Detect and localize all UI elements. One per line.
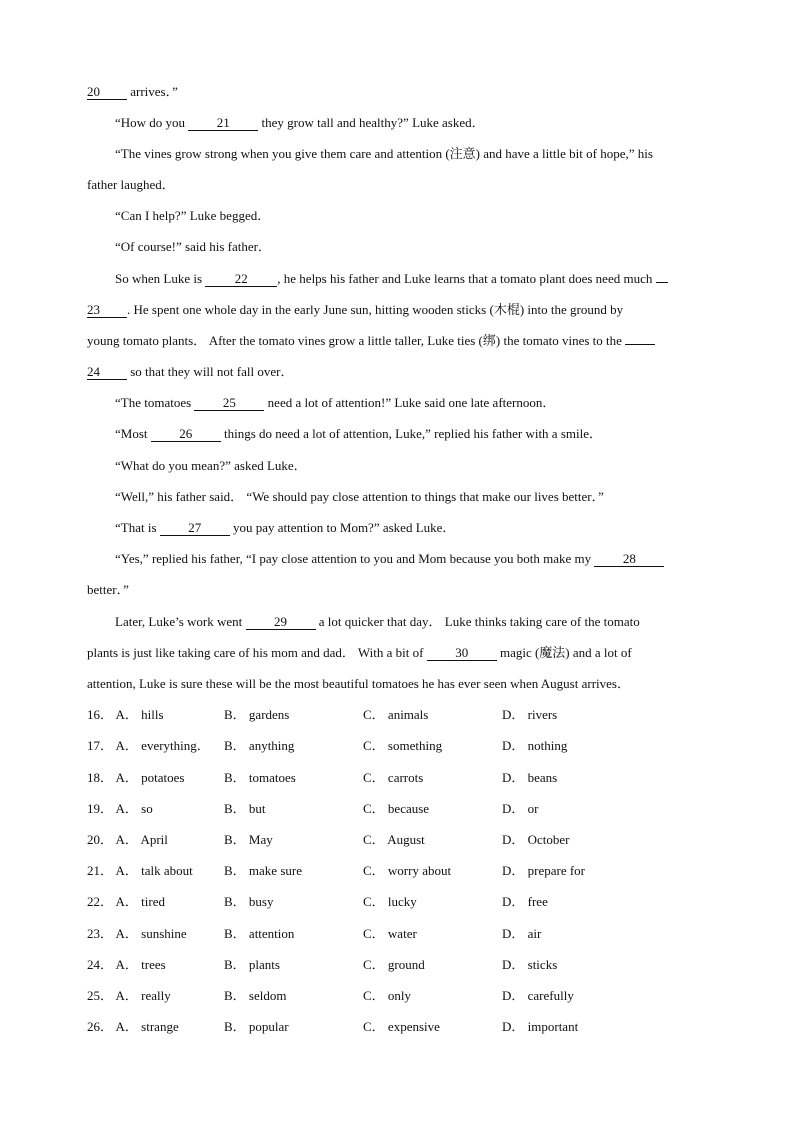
passage-text: . He spent one whole day in the early June sun, hitting wooden sticks (木棍) into the ground by <box>127 302 624 317</box>
option-d: D． important <box>502 1019 579 1034</box>
option-d: D． sticks <box>502 957 558 972</box>
passage-line <box>115 145 707 163</box>
option-a: 17． A． everything． <box>87 738 210 753</box>
passage-text: a lot quicker that day． Luke thinks taking care of the tomato <box>318 614 640 629</box>
passage-line <box>87 176 707 194</box>
passage-text: you pay attention to Mom?” asked Luke． <box>233 520 456 535</box>
passage-text: “The vines grow strong when you give them care and attention (注意) and have a little bit of hope,” his <box>115 146 653 161</box>
question-row-26 <box>87 1018 707 1036</box>
option-c: C． lucky <box>363 894 417 909</box>
option-d: D． rivers <box>502 707 558 722</box>
blank-26: 26 <box>151 427 221 442</box>
passage-line <box>115 613 707 631</box>
question-row-20 <box>87 831 707 849</box>
passage-text: “The tomatoes <box>115 395 192 410</box>
blank-21: 21 <box>188 116 258 131</box>
option-a: 24． A． trees <box>87 957 166 972</box>
option-d: D． beans <box>502 770 558 785</box>
passage-text: “Yes,” replied his father, “I pay close attention to you and Mom because you both make my <box>115 551 592 566</box>
option-a: 25． A． really <box>87 988 171 1003</box>
option-b: B． seldom <box>224 988 287 1003</box>
passage-text: , he helps his father and Luke learns that a tomato plant does need much <box>277 271 653 286</box>
option-b: B． May <box>224 832 273 847</box>
passage-text: attention, Luke is sure these will be the most beautiful tomatoes he has ever seen when August arrives． <box>87 676 630 691</box>
option-a: 21． A． talk about <box>87 863 193 878</box>
passage-line <box>87 675 707 693</box>
option-b: B． make sure <box>224 863 302 878</box>
passage-text: “That is <box>115 520 157 535</box>
passage-text: so that they will not fall over． <box>130 364 294 379</box>
option-a: 22． A． tired <box>87 894 165 909</box>
passage-text: “Of course!” said his father． <box>115 239 271 254</box>
passage-line <box>87 83 707 101</box>
option-d: D． October <box>502 832 570 847</box>
option-c: C． August <box>363 832 425 847</box>
passage-line <box>87 301 707 319</box>
question-row-16 <box>87 706 707 724</box>
blank-24-start <box>625 344 655 345</box>
passage-text: things do need a lot of attention, Luke,” replied his father with a smile． <box>224 426 602 441</box>
option-b: B． attention <box>224 926 295 941</box>
option-a: 23． A． sunshine <box>87 926 187 941</box>
question-row-19 <box>87 800 707 818</box>
passage-line <box>87 363 707 381</box>
passage-text: father laughed． <box>87 177 175 192</box>
passage-text: “How do you <box>115 115 186 130</box>
option-d: D． or <box>502 801 539 816</box>
passage-text: arrives．” <box>130 84 178 99</box>
passage-line <box>115 394 707 412</box>
passage-text: better．” <box>87 582 129 597</box>
passage-text: Later, Luke’s work went <box>115 614 243 629</box>
option-d: D． free <box>502 894 548 909</box>
passage-line <box>115 207 707 225</box>
question-row-18 <box>87 769 707 787</box>
blank-28: 28 <box>594 552 664 567</box>
option-d: D． carefully <box>502 988 574 1003</box>
blank-24: 24 <box>87 365 127 380</box>
blank-29: 29 <box>246 615 316 630</box>
option-d: D． air <box>502 926 542 941</box>
option-c: C． animals <box>363 707 429 722</box>
question-row-25 <box>87 987 707 1005</box>
option-b: B． but <box>224 801 266 816</box>
blank-20: 20 <box>87 85 127 100</box>
option-d: D． prepare for <box>502 863 586 878</box>
option-c: C． carrots <box>363 770 424 785</box>
option-c: C． worry about <box>363 863 452 878</box>
question-row-17 <box>87 737 707 755</box>
passage-line <box>115 488 707 506</box>
passage-line <box>87 332 707 350</box>
passage-text: plants is just like taking care of his mom and dad． With a bit of <box>87 645 424 660</box>
passage-text: need a lot of attention!” Luke said one late afternoon． <box>267 395 556 410</box>
passage-line <box>115 270 707 288</box>
passage-line <box>87 581 707 599</box>
passage-text: they grow tall and healthy?” Luke asked． <box>261 115 485 130</box>
option-c: C． only <box>363 988 412 1003</box>
option-a: 18． A． potatoes <box>87 770 185 785</box>
option-b: B． plants <box>224 957 280 972</box>
question-row-21 <box>87 862 707 880</box>
passage-text: So when Luke is <box>115 271 203 286</box>
option-c: C． something <box>363 738 443 753</box>
option-a: 20． A． April <box>87 832 168 847</box>
question-row-24 <box>87 956 707 974</box>
passage-line <box>87 644 707 662</box>
blank-23-start <box>656 282 668 283</box>
blank-22: 22 <box>205 272 277 287</box>
option-c: C． expensive <box>363 1019 440 1034</box>
option-d: D． nothing <box>502 738 568 753</box>
question-row-22 <box>87 893 707 911</box>
option-c: C． water <box>363 926 417 941</box>
passage-line <box>115 550 707 568</box>
passage-line <box>115 457 707 475</box>
option-c: C． because <box>363 801 430 816</box>
option-a: 26． A． strange <box>87 1019 179 1034</box>
passage-text: “What do you mean?” asked Luke． <box>115 458 307 473</box>
option-a: 16． A． hills <box>87 707 164 722</box>
blank-25: 25 <box>194 396 264 411</box>
passage-line <box>115 519 707 537</box>
passage-text: magic (魔法) and a lot of <box>499 645 632 660</box>
option-a: 19． A． so <box>87 801 153 816</box>
option-b: B． busy <box>224 894 274 909</box>
passage-line <box>115 238 707 256</box>
option-b: B． popular <box>224 1019 289 1034</box>
option-c: C． ground <box>363 957 425 972</box>
blank-27: 27 <box>160 521 230 536</box>
option-b: B． tomatoes <box>224 770 296 785</box>
option-b: B． anything <box>224 738 295 753</box>
passage-text: “Can I help?” Luke begged． <box>115 208 271 223</box>
question-row-23 <box>87 925 707 943</box>
passage-text: “Well,” his father said． “We should pay close attention to things that make our lives better．” <box>115 489 604 504</box>
passage-text: young tomato plants． After the tomato vines grow a little taller, Luke ties (绑) the tomato vines to the <box>87 333 622 348</box>
passage-text: “Most <box>115 426 148 441</box>
blank-23: 23 <box>87 303 127 318</box>
blank-30: 30 <box>427 646 497 661</box>
passage-line <box>115 114 707 132</box>
option-b: B． gardens <box>224 707 290 722</box>
passage-line <box>115 425 707 443</box>
